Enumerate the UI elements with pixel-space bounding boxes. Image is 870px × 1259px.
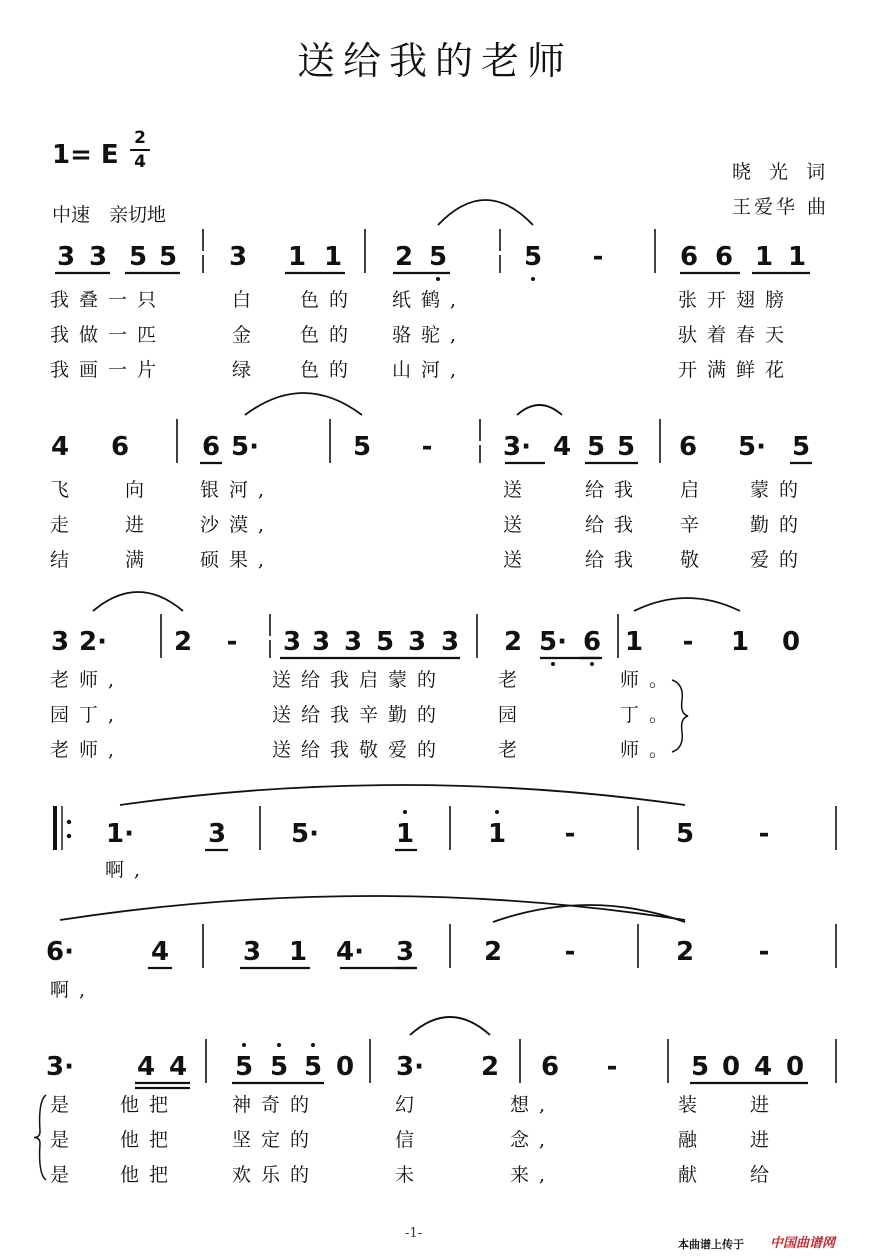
lyric-segment: 神奇的 bbox=[232, 1094, 320, 1116]
note: 2 bbox=[675, 937, 695, 967]
note: 0 bbox=[335, 1052, 355, 1082]
lyric-segment: 融 bbox=[678, 1129, 698, 1151]
lyric-segment: 我叠一只 bbox=[50, 289, 167, 311]
note: 3 bbox=[343, 627, 363, 657]
note: 4 bbox=[168, 1052, 188, 1082]
note: 5 bbox=[375, 627, 395, 657]
note: 2 bbox=[483, 937, 503, 967]
lyric-segment: 结 bbox=[50, 549, 70, 571]
note: - bbox=[226, 627, 238, 657]
lyric-segment: 念, bbox=[510, 1129, 556, 1151]
note: 5· bbox=[231, 432, 259, 462]
song-title: 送给我的老师 bbox=[296, 39, 573, 83]
lyric-segment: 老师, bbox=[50, 669, 125, 691]
lyric-segment: 丁。 bbox=[620, 704, 679, 726]
note: 5 bbox=[128, 242, 148, 272]
note: - bbox=[564, 937, 576, 967]
note: 5· bbox=[539, 627, 567, 657]
lyric-segment: 驮着春天 bbox=[678, 324, 795, 346]
note: 5 bbox=[791, 432, 811, 462]
note: 2 bbox=[173, 627, 193, 657]
note: 1 bbox=[754, 242, 774, 272]
lyric-line bbox=[0, 1125, 870, 1153]
lyric-segment: 送给我敬爱的 bbox=[272, 739, 447, 761]
lyric-segment: 飞 bbox=[50, 479, 70, 501]
note: 5· bbox=[291, 819, 319, 849]
lyric-segment: 给我 bbox=[585, 514, 644, 536]
note: 6 bbox=[582, 627, 602, 657]
note: 5· bbox=[738, 432, 766, 462]
note: 3 bbox=[207, 819, 227, 849]
lyric-segment: 给 bbox=[750, 1164, 770, 1186]
lyric-segment: 献 bbox=[678, 1164, 698, 1186]
lyric-segment: 硕果, bbox=[200, 549, 275, 571]
lyric-segment: 坚定的 bbox=[232, 1129, 320, 1151]
lyric-segment: 向 bbox=[125, 479, 145, 501]
note: 1 bbox=[787, 242, 807, 272]
lyric-segment: 幻 bbox=[395, 1094, 415, 1116]
note: 5 bbox=[428, 242, 448, 272]
lyric-segment: 给我 bbox=[585, 479, 644, 501]
lyric-segment: 来, bbox=[510, 1164, 556, 1186]
time-signature-top: 2 bbox=[134, 128, 146, 148]
note: 5 bbox=[269, 1052, 289, 1082]
note: 4 bbox=[136, 1052, 156, 1082]
lyric-line bbox=[0, 1160, 870, 1188]
note: 0 bbox=[781, 627, 801, 657]
lyric-segment: 欢乐的 bbox=[232, 1164, 320, 1186]
lyric-segment: 老 bbox=[498, 669, 518, 691]
note: 5 bbox=[352, 432, 372, 462]
note: 3 bbox=[282, 627, 302, 657]
note: 2 bbox=[503, 627, 523, 657]
slur bbox=[410, 1017, 490, 1035]
lyric-segment: 金 bbox=[232, 324, 252, 346]
lyric-segment: 敬 bbox=[680, 549, 700, 571]
lyric-segment: 啊, bbox=[105, 859, 151, 881]
lyric-segment: 进 bbox=[125, 514, 145, 536]
lyric-segment: 骆驼, bbox=[392, 324, 467, 346]
lyric-segment: 色的 bbox=[300, 359, 359, 381]
lyric-segment: 我画一片 bbox=[50, 359, 167, 381]
lyric-segment: 沙漠, bbox=[200, 514, 275, 536]
note: - bbox=[682, 627, 694, 657]
lyric-segment: 是 bbox=[50, 1164, 70, 1186]
note: 1 bbox=[487, 819, 507, 849]
lyric-segment: 勤的 bbox=[750, 514, 809, 536]
note: 1 bbox=[730, 627, 750, 657]
note: 2 bbox=[480, 1052, 500, 1082]
note: 5 bbox=[616, 432, 636, 462]
time-signature-bottom: 4 bbox=[134, 152, 146, 172]
note: 5 bbox=[586, 432, 606, 462]
lyric-segment: 他把 bbox=[120, 1164, 179, 1186]
note: 6 bbox=[678, 432, 698, 462]
tempo-marking: 中速 亲切地 bbox=[52, 204, 167, 226]
note: 5 bbox=[158, 242, 178, 272]
note: 3 bbox=[395, 937, 415, 967]
note: - bbox=[592, 242, 604, 272]
note: 0 bbox=[785, 1052, 805, 1082]
lyric-segment: 启 bbox=[680, 479, 700, 501]
lyric-segment: 园 bbox=[498, 704, 518, 726]
note: 5 bbox=[690, 1052, 710, 1082]
lyric-segment: 装 bbox=[678, 1094, 698, 1116]
note: 5 bbox=[675, 819, 695, 849]
lyric-segment: 师。 bbox=[620, 739, 679, 761]
lyric-segment: 送 bbox=[503, 514, 523, 536]
lyric-segment: 绿 bbox=[232, 359, 252, 381]
note: 3 bbox=[228, 242, 248, 272]
lyric-line bbox=[0, 1090, 870, 1118]
lyric-segment: 未 bbox=[395, 1164, 415, 1186]
lyric-segment: 开满鲜花 bbox=[678, 359, 795, 381]
octave-dot-above bbox=[242, 1043, 246, 1047]
lyric-segment: 白 bbox=[232, 289, 252, 311]
note: 1 bbox=[287, 242, 307, 272]
note: 3 bbox=[50, 627, 70, 657]
note: 0 bbox=[721, 1052, 741, 1082]
note: 2· bbox=[79, 627, 107, 657]
lyric-segment: 走 bbox=[50, 514, 70, 536]
note: 4· bbox=[336, 937, 364, 967]
note: 3 bbox=[242, 937, 262, 967]
lyric-segment: 满 bbox=[125, 549, 145, 571]
note: 1 bbox=[624, 627, 644, 657]
note: 3 bbox=[440, 627, 460, 657]
page-number: -1- bbox=[405, 1226, 423, 1241]
note: 4 bbox=[753, 1052, 773, 1082]
note: 2 bbox=[394, 242, 414, 272]
lyric-segment: 送 bbox=[503, 479, 523, 501]
lyric-segment: 想, bbox=[510, 1094, 556, 1116]
note: 3· bbox=[503, 432, 531, 462]
upload-note: 本曲谱上传于 bbox=[678, 1238, 744, 1251]
note: 6· bbox=[46, 937, 74, 967]
lyric-segment: 色的 bbox=[300, 289, 359, 311]
lyric-segment: 山河, bbox=[392, 359, 467, 381]
note: - bbox=[758, 937, 770, 967]
lyric-segment: 师。 bbox=[620, 669, 679, 691]
lyricist-credit: 晓 光 词 bbox=[732, 161, 832, 183]
note: 4 bbox=[150, 937, 170, 967]
note: 3 bbox=[88, 242, 108, 272]
note: 5 bbox=[303, 1052, 323, 1082]
lyric-segment: 啊, bbox=[50, 979, 96, 1001]
note: 6 bbox=[540, 1052, 560, 1082]
lyric-segment: 送给我启蒙的 bbox=[272, 669, 447, 691]
lyric-segment: 张开翅膀 bbox=[678, 289, 795, 311]
note: - bbox=[606, 1052, 618, 1082]
note: 5 bbox=[523, 242, 543, 272]
lyric-segment: 是 bbox=[50, 1129, 70, 1151]
note: - bbox=[758, 819, 770, 849]
note: 3 bbox=[407, 627, 427, 657]
lyric-segment: 爱的 bbox=[750, 549, 809, 571]
note: 6 bbox=[201, 432, 221, 462]
lyric-segment: 是 bbox=[50, 1094, 70, 1116]
lyric-segment: 老 bbox=[498, 739, 518, 761]
lyric-segment: 给我 bbox=[585, 549, 644, 571]
note: 1 bbox=[288, 937, 308, 967]
note: 1 bbox=[323, 242, 343, 272]
lyric-segment: 信 bbox=[395, 1129, 415, 1151]
lyric-segment: 辛 bbox=[680, 514, 700, 536]
lyric-segment: 他把 bbox=[120, 1094, 179, 1116]
key-signature: 1= E bbox=[52, 140, 119, 170]
note: 4 bbox=[552, 432, 572, 462]
note: - bbox=[421, 432, 433, 462]
lyric-segment: 送给我辛勤的 bbox=[272, 704, 447, 726]
octave-dot-above bbox=[311, 1043, 315, 1047]
octave-dot-above bbox=[277, 1043, 281, 1047]
lyric-segment: 银河, bbox=[200, 479, 275, 501]
note: 6 bbox=[110, 432, 130, 462]
note: 4 bbox=[50, 432, 70, 462]
site-logo: 中国曲谱网 bbox=[770, 1236, 836, 1251]
lyric-segment: 色的 bbox=[300, 324, 359, 346]
lyric-segment: 蒙的 bbox=[750, 479, 809, 501]
note: 6 bbox=[679, 242, 699, 272]
note: 3· bbox=[396, 1052, 424, 1082]
lyric-segment: 纸鹤, bbox=[392, 289, 467, 311]
lyric-segment: 我做一匹 bbox=[50, 324, 167, 346]
lyric-segment: 老师, bbox=[50, 739, 125, 761]
note: 3 bbox=[311, 627, 331, 657]
note: 6 bbox=[714, 242, 734, 272]
note: 1 bbox=[395, 819, 415, 849]
note: 3 bbox=[56, 242, 76, 272]
lyric-segment: 进 bbox=[750, 1129, 770, 1151]
note: 1· bbox=[106, 819, 134, 849]
lyric-segment: 他把 bbox=[120, 1129, 179, 1151]
note: 5 bbox=[234, 1052, 254, 1082]
lyric-segment: 园丁, bbox=[50, 704, 125, 726]
lyric-segment: 送 bbox=[503, 549, 523, 571]
note: 3· bbox=[46, 1052, 74, 1082]
composer-credit: 王爱华 曲 bbox=[732, 196, 830, 218]
lyric-segment: 进 bbox=[750, 1094, 770, 1116]
note: - bbox=[564, 819, 576, 849]
